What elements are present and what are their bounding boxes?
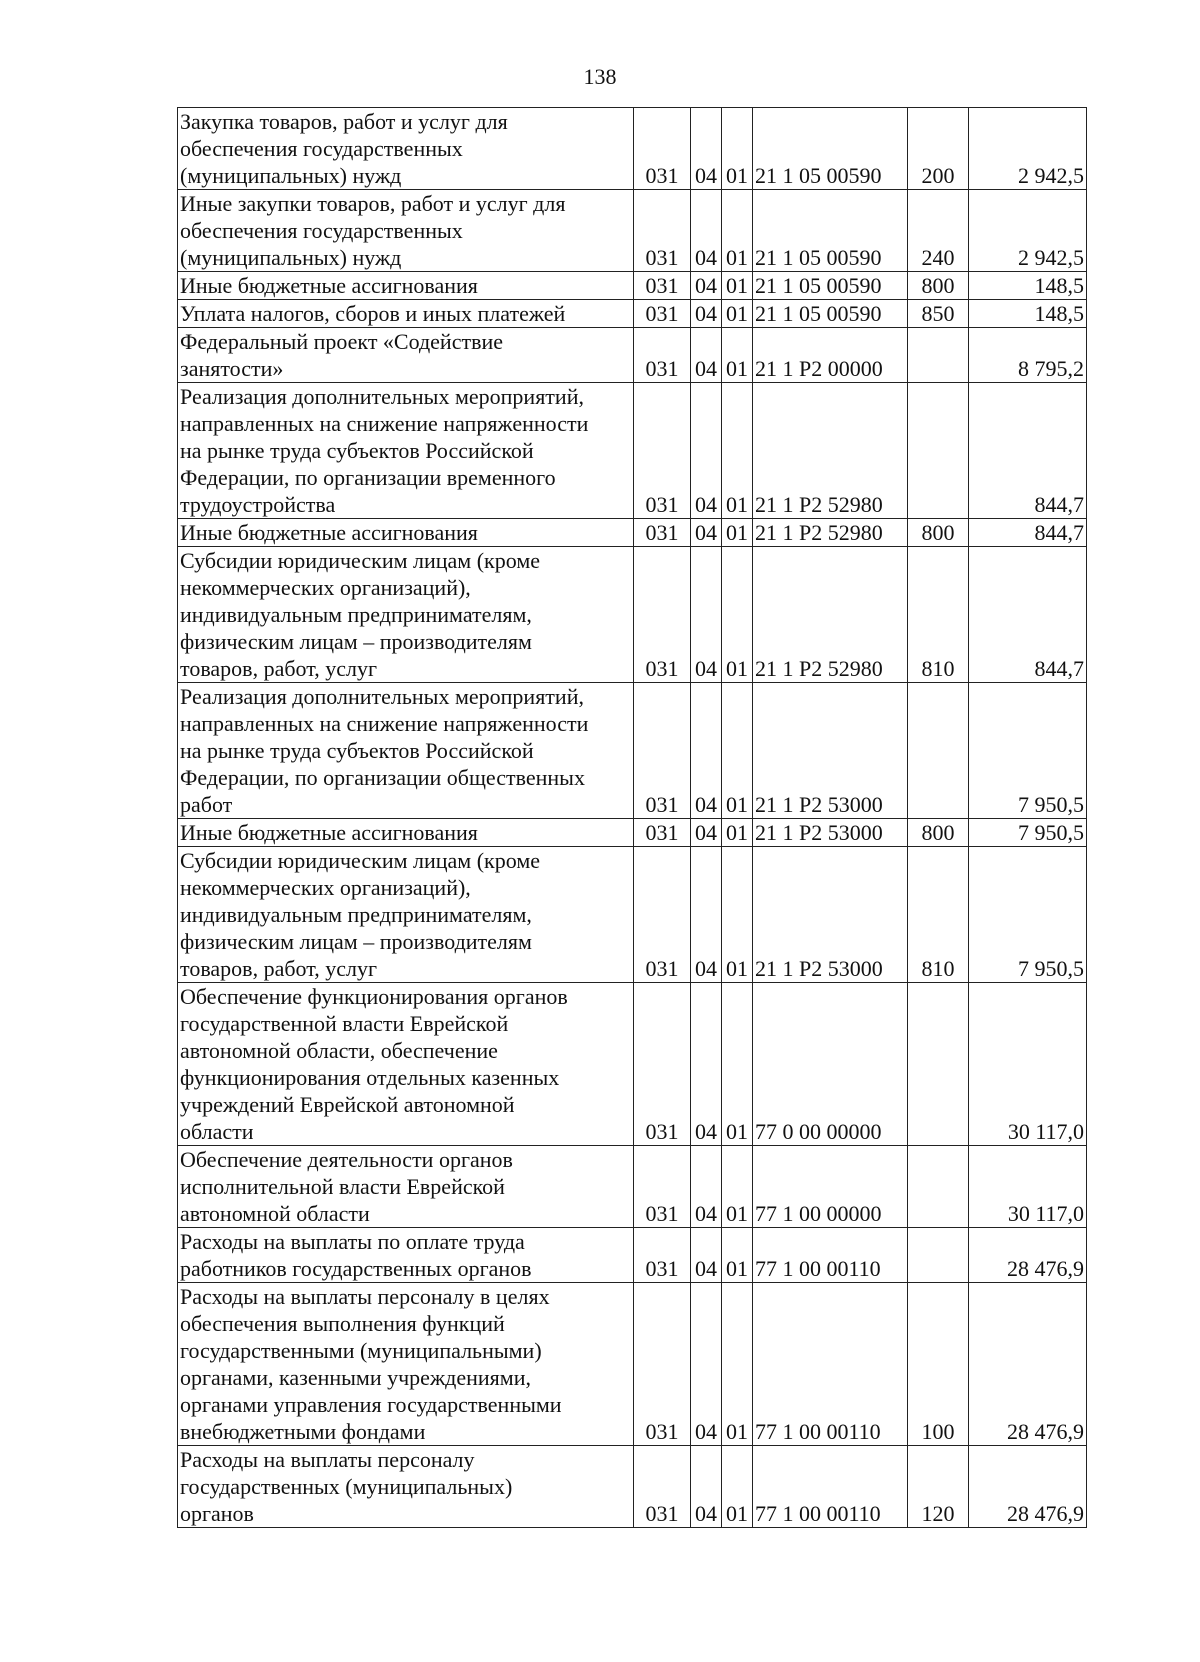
ministry-code-cell: 031 xyxy=(634,108,691,190)
ministry-code-cell: 031 xyxy=(634,1446,691,1528)
section-code-cell: 04 xyxy=(691,1228,722,1283)
section-code-cell: 04 xyxy=(691,847,722,983)
ministry-code-cell: 031 xyxy=(634,190,691,272)
row-name-cell xyxy=(178,1146,634,1228)
subsection-code-cell: 01 xyxy=(722,300,753,328)
amount-cell: 844,7 xyxy=(969,519,1087,547)
table-row xyxy=(178,983,1087,1146)
section-code-cell: 04 xyxy=(691,1446,722,1528)
target-article-code-cell: 21 1 Р2 53000 xyxy=(753,683,908,819)
row-name-text: Субсидии юридическим лицам (кроме некоммерческих организаций), индивидуальным предпринимателям, физическим лицам – производителям товаров, работ, услуг xyxy=(180,848,541,981)
target-article-code-cell: 77 1 00 00110 xyxy=(753,1446,908,1528)
amount-cell: 7 950,5 xyxy=(969,683,1087,819)
page-number: 138 xyxy=(583,64,617,89)
row-name-text: Федеральный проект «Содействие занятости» xyxy=(180,329,504,381)
table-row xyxy=(178,300,1087,328)
expense-type-code-cell: 200 xyxy=(908,108,969,190)
amount-cell: 28 476,9 xyxy=(969,1228,1087,1283)
target-article-code-cell: 21 1 05 00590 xyxy=(753,190,908,272)
expense-type-code-cell: 800 xyxy=(908,272,969,300)
ministry-code-cell: 031 xyxy=(634,1228,691,1283)
ministry-code-cell: 031 xyxy=(634,328,691,383)
subsection-code-cell: 01 xyxy=(722,1446,753,1528)
table-body xyxy=(178,108,1087,1528)
row-name-text: Субсидии юридическим лицам (кроме некоммерческих организаций), индивидуальным предпринимателям, физическим лицам – производителям товаров, работ, услуг xyxy=(180,548,541,681)
table-row xyxy=(178,1146,1087,1228)
ministry-code-cell: 031 xyxy=(634,1283,691,1446)
target-article-code-cell: 21 1 Р2 52980 xyxy=(753,547,908,683)
target-article-code-cell: 21 1 Р2 00000 xyxy=(753,328,908,383)
ministry-code-cell: 031 xyxy=(634,983,691,1146)
row-name-text: Обеспечение функционирования органов государственной власти Еврейской автономной области, обеспечение функционирования отдельных казенных учреждений Еврейской автономной области xyxy=(180,984,568,1144)
table-row xyxy=(178,519,1087,547)
subsection-code-cell: 01 xyxy=(722,519,753,547)
table-row xyxy=(178,1446,1087,1528)
amount-cell: 30 117,0 xyxy=(969,1146,1087,1228)
expense-type-code-cell: 100 xyxy=(908,1283,969,1446)
table-row xyxy=(178,683,1087,819)
ministry-code-cell: 031 xyxy=(634,847,691,983)
table-row xyxy=(178,190,1087,272)
subsection-code-cell: 01 xyxy=(722,1228,753,1283)
subsection-code-cell: 01 xyxy=(722,108,753,190)
table-row xyxy=(178,819,1087,847)
expense-type-code-cell: 810 xyxy=(908,847,969,983)
subsection-code-cell: 01 xyxy=(722,190,753,272)
target-article-code-cell: 21 1 Р2 53000 xyxy=(753,819,908,847)
row-name-cell xyxy=(178,1228,634,1283)
amount-cell: 30 117,0 xyxy=(969,983,1087,1146)
amount-cell: 844,7 xyxy=(969,383,1087,519)
row-name-text: Реализация дополнительных мероприятий, направленных на снижение напряженности на рынке труда субъектов Российской Федерации, по организации общественных работ xyxy=(180,684,589,817)
row-name-cell xyxy=(178,1283,634,1446)
section-code-cell: 04 xyxy=(691,683,722,819)
ministry-code-cell: 031 xyxy=(634,683,691,819)
target-article-code-cell: 21 1 Р2 52980 xyxy=(753,383,908,519)
ministry-code-cell: 031 xyxy=(634,1146,691,1228)
amount-cell: 148,5 xyxy=(969,300,1087,328)
amount-cell: 8 795,2 xyxy=(969,328,1087,383)
expense-type-code-cell: 810 xyxy=(908,547,969,683)
expense-type-code-cell xyxy=(908,383,969,519)
budget-table xyxy=(177,107,1087,1528)
row-name-cell xyxy=(178,519,634,547)
expense-type-code-cell: 120 xyxy=(908,1446,969,1528)
expense-type-code-cell: 850 xyxy=(908,300,969,328)
subsection-code-cell: 01 xyxy=(722,272,753,300)
row-name-text: Уплата налогов, сборов и иных платежей xyxy=(180,301,566,326)
table-row xyxy=(178,108,1087,190)
target-article-code-cell: 77 1 00 00110 xyxy=(753,1228,908,1283)
table-row xyxy=(178,1228,1087,1283)
row-name-cell xyxy=(178,819,634,847)
ministry-code-cell: 031 xyxy=(634,383,691,519)
section-code-cell: 04 xyxy=(691,383,722,519)
row-name-text: Иные бюджетные ассигнования xyxy=(180,820,478,845)
subsection-code-cell: 01 xyxy=(722,1283,753,1446)
subsection-code-cell: 01 xyxy=(722,328,753,383)
expense-type-code-cell xyxy=(908,1146,969,1228)
table-row xyxy=(178,383,1087,519)
expense-type-code-cell xyxy=(908,683,969,819)
row-name-cell xyxy=(178,383,634,519)
row-name-text: Иные бюджетные ассигнования xyxy=(180,520,478,545)
section-code-cell: 04 xyxy=(691,108,722,190)
target-article-code-cell: 77 1 00 00000 xyxy=(753,1146,908,1228)
section-code-cell: 04 xyxy=(691,1146,722,1228)
row-name-text: Иные бюджетные ассигнования xyxy=(180,273,478,298)
subsection-code-cell: 01 xyxy=(722,1146,753,1228)
row-name-cell xyxy=(178,847,634,983)
row-name-text: Расходы на выплаты персоналу государственных (муниципальных) органов xyxy=(180,1447,513,1526)
row-name-text: Обеспечение деятельности органов исполнительной власти Еврейской автономной области xyxy=(180,1147,513,1226)
subsection-code-cell: 01 xyxy=(722,547,753,683)
subsection-code-cell: 01 xyxy=(722,847,753,983)
table-row xyxy=(178,547,1087,683)
section-code-cell: 04 xyxy=(691,190,722,272)
row-name-cell xyxy=(178,328,634,383)
target-article-code-cell: 21 1 05 00590 xyxy=(753,300,908,328)
section-code-cell: 04 xyxy=(691,300,722,328)
row-name-text: Закупка товаров, работ и услуг для обеспечения государственных (муниципальных) нужд xyxy=(180,109,508,188)
section-code-cell: 04 xyxy=(691,983,722,1146)
amount-cell: 7 950,5 xyxy=(969,819,1087,847)
table-row xyxy=(178,1283,1087,1446)
row-name-text: Иные закупки товаров, работ и услуг для обеспечения государственных (муниципальных) нужд xyxy=(180,191,566,270)
row-name-cell xyxy=(178,547,634,683)
row-name-cell xyxy=(178,108,634,190)
target-article-code-cell: 77 1 00 00110 xyxy=(753,1283,908,1446)
section-code-cell: 04 xyxy=(691,547,722,683)
target-article-code-cell: 21 1 Р2 53000 xyxy=(753,847,908,983)
expense-type-code-cell: 800 xyxy=(908,819,969,847)
expense-type-code-cell xyxy=(908,1228,969,1283)
expense-type-code-cell: 800 xyxy=(908,519,969,547)
row-name-text: Расходы на выплаты персоналу в целях обеспечения выполнения функций государственными (муниципальными) органами, казенными учреждениями, органами управления государственными внебюджетными фондами xyxy=(180,1284,562,1444)
section-code-cell: 04 xyxy=(691,1283,722,1446)
target-article-code-cell: 21 1 05 00590 xyxy=(753,108,908,190)
section-code-cell: 04 xyxy=(691,272,722,300)
ministry-code-cell: 031 xyxy=(634,547,691,683)
section-code-cell: 04 xyxy=(691,819,722,847)
expense-type-code-cell xyxy=(908,328,969,383)
subsection-code-cell: 01 xyxy=(722,383,753,519)
table-row xyxy=(178,272,1087,300)
subsection-code-cell: 01 xyxy=(722,683,753,819)
target-article-code-cell: 21 1 Р2 52980 xyxy=(753,519,908,547)
table-row xyxy=(178,328,1087,383)
row-name-text: Расходы на выплаты по оплате труда работников государственных органов xyxy=(180,1229,532,1281)
expense-type-code-cell xyxy=(908,983,969,1146)
expense-type-code-cell: 240 xyxy=(908,190,969,272)
amount-cell: 28 476,9 xyxy=(969,1283,1087,1446)
section-code-cell: 04 xyxy=(691,328,722,383)
amount-cell: 844,7 xyxy=(969,547,1087,683)
ministry-code-cell: 031 xyxy=(634,819,691,847)
amount-cell: 2 942,5 xyxy=(969,190,1087,272)
row-name-cell xyxy=(178,1446,634,1528)
section-code-cell: 04 xyxy=(691,519,722,547)
table-row xyxy=(178,847,1087,983)
amount-cell: 148,5 xyxy=(969,272,1087,300)
row-name-cell xyxy=(178,983,634,1146)
amount-cell: 28 476,9 xyxy=(969,1446,1087,1528)
amount-cell: 7 950,5 xyxy=(969,847,1087,983)
amount-cell: 2 942,5 xyxy=(969,108,1087,190)
row-name-cell xyxy=(178,683,634,819)
ministry-code-cell: 031 xyxy=(634,300,691,328)
row-name-cell xyxy=(178,190,634,272)
target-article-code-cell: 77 0 00 00000 xyxy=(753,983,908,1146)
row-name-cell xyxy=(178,272,634,300)
ministry-code-cell: 031 xyxy=(634,519,691,547)
subsection-code-cell: 01 xyxy=(722,819,753,847)
subsection-code-cell: 01 xyxy=(722,983,753,1146)
target-article-code-cell: 21 1 05 00590 xyxy=(753,272,908,300)
row-name-cell xyxy=(178,300,634,328)
ministry-code-cell: 031 xyxy=(634,272,691,300)
row-name-text: Реализация дополнительных мероприятий, направленных на снижение напряженности на рынке труда субъектов Российской Федерации, по организации временного трудоустройства xyxy=(180,384,589,517)
